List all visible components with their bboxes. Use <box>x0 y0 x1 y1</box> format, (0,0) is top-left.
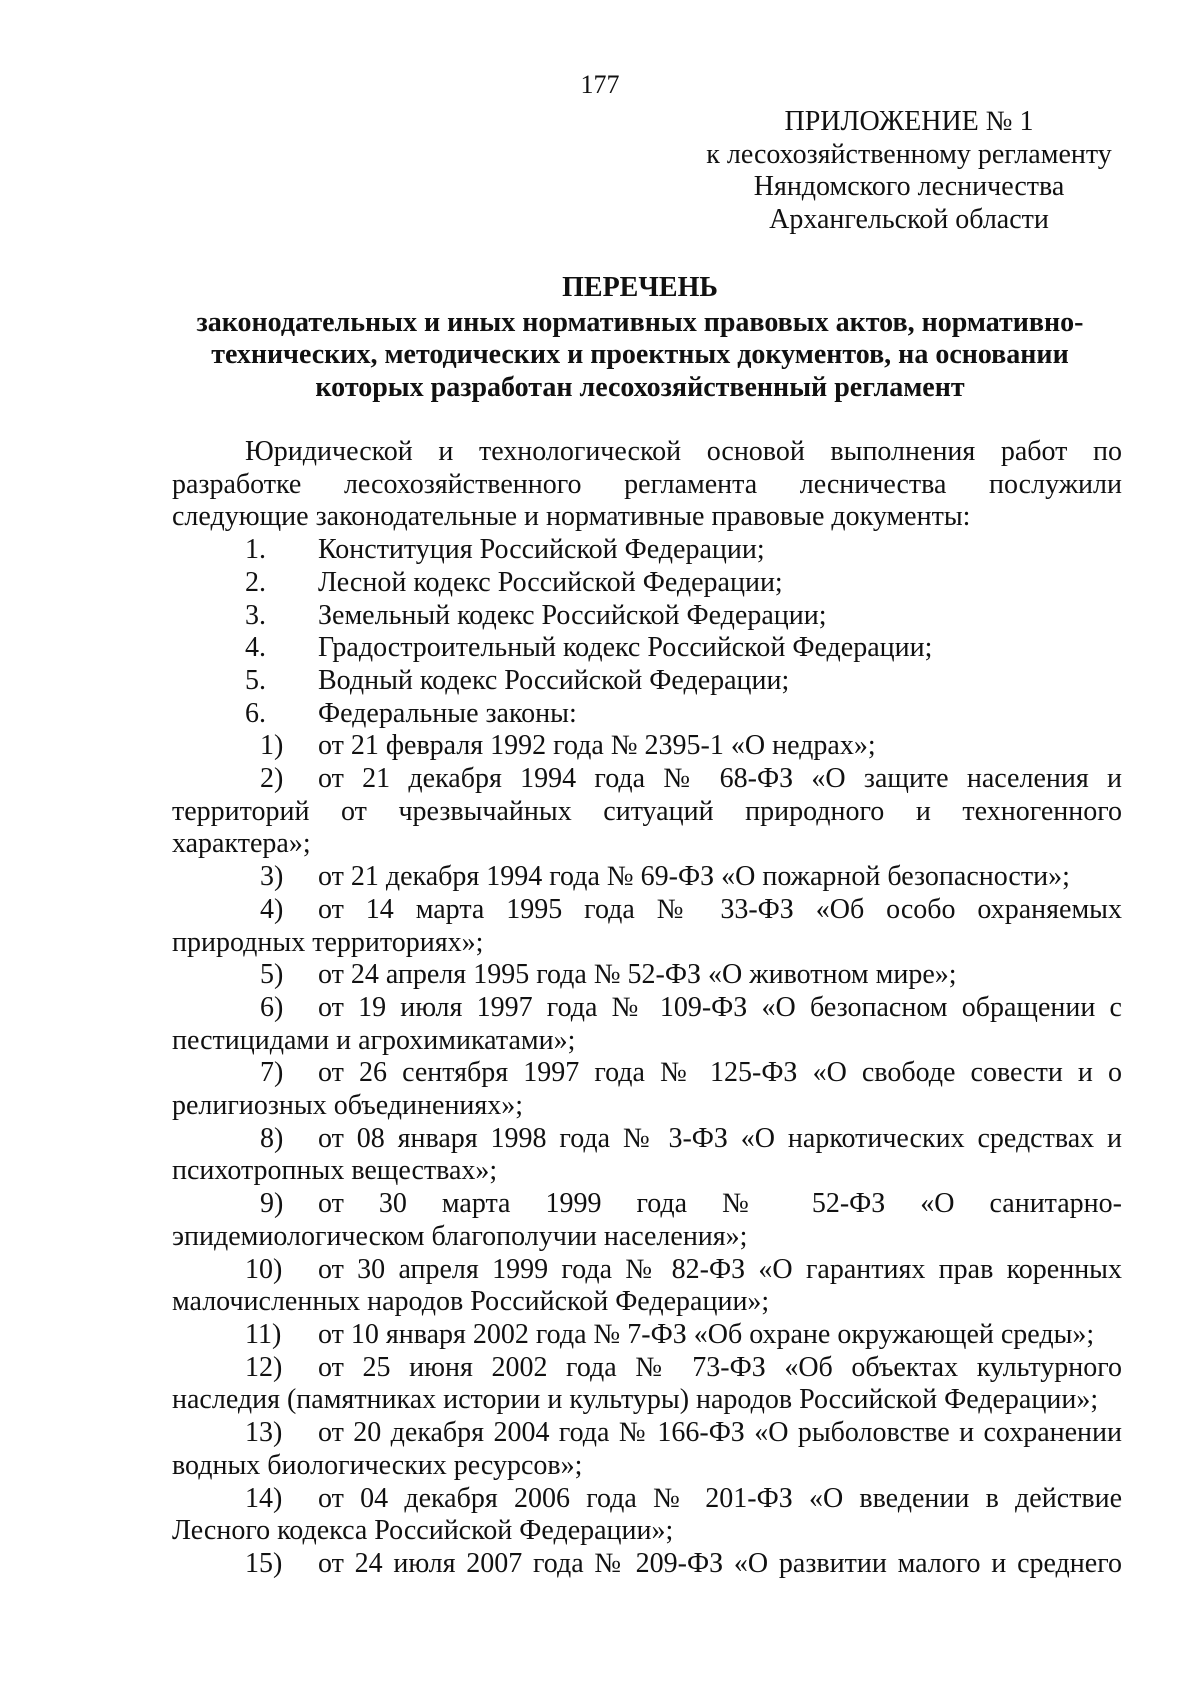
federal-law-line <box>172 894 1122 927</box>
document-subtitle-line: законодательных и иных нормативных правовых актов, нормативно- <box>196 306 1084 338</box>
appendix-block <box>683 106 1135 237</box>
document-subtitle-line: технических, методических и проектных документов, на основании <box>211 339 1069 371</box>
law-text: от 26 сентября 1997 года № 125-ФЗ «О свободе совести и о <box>318 1057 1122 1089</box>
law-number: 2) <box>260 763 284 795</box>
appendix-line: Няндомского лесничества <box>753 171 1065 203</box>
list-item-number: 4. <box>245 632 266 664</box>
law-text: от 25 июня 2002 года № 73-ФЗ «Об объектах культурного <box>318 1351 1122 1383</box>
federal-law-line <box>172 730 1122 763</box>
federal-law-item <box>172 1417 1122 1482</box>
numbered-list-item <box>172 698 1122 731</box>
law-number: 12) <box>245 1351 283 1383</box>
federal-law-item <box>172 861 1122 894</box>
federal-law-line <box>172 992 1122 1025</box>
federal-law-line <box>172 1123 1122 1156</box>
appendix-line: Архангельской области <box>769 204 1049 236</box>
federal-law-line <box>172 1057 1122 1090</box>
federal-law-line <box>172 1254 1122 1287</box>
federal-law-item <box>172 1254 1122 1319</box>
federal-law-item <box>172 959 1122 992</box>
law-text: водных биологических ресурсов»; <box>172 1449 583 1481</box>
law-number: 10) <box>245 1253 283 1285</box>
document-title: ПЕРЕЧЕНЬ <box>562 272 718 303</box>
list-item-text: Водный кодекс Российской Федерации; <box>318 664 790 696</box>
numbered-list <box>172 534 1122 730</box>
law-text: от 24 апреля 1995 года № 52-ФЗ «О животном мире»; <box>318 959 957 991</box>
law-text: эпидемиологическом благополучии населения»; <box>172 1220 748 1252</box>
page-number: 177 <box>580 70 620 99</box>
law-text: от 10 января 2002 года № 7-ФЗ «Об охране окружающей среды»; <box>318 1318 1095 1350</box>
federal-law-item <box>172 992 1122 1057</box>
law-number: 9) <box>260 1188 284 1220</box>
law-number: 11) <box>245 1318 282 1350</box>
federal-law-item <box>172 1352 1122 1417</box>
federal-law-item <box>172 1057 1122 1122</box>
law-number: 4) <box>260 893 284 925</box>
federal-law-item <box>172 1188 1122 1253</box>
federal-law-line <box>172 1025 1122 1058</box>
law-text: от 21 декабря 1994 года № 69-ФЗ «О пожарной безопасности»; <box>318 861 1070 893</box>
document-body <box>172 436 1122 1581</box>
list-item-number: 3. <box>245 599 266 631</box>
law-text: религиозных объединениях»; <box>172 1090 524 1122</box>
list-item-text: Федеральные законы: <box>318 697 577 729</box>
intro-line: следующие законодательные и нормативные правовые документы: <box>172 501 971 533</box>
federal-law-line <box>172 796 1122 829</box>
federal-law-line <box>172 1515 1122 1548</box>
law-text: от 30 марта 1999 года № 52-ФЗ «О санитарно- <box>318 1188 1122 1220</box>
law-text: от 20 декабря 2004 года № 166-ФЗ «О рыболовстве и сохранении <box>318 1417 1122 1449</box>
federal-law-line <box>172 1221 1122 1254</box>
numbered-list-item <box>172 632 1122 665</box>
law-text: от 21 декабря 1994 года № 68-ФЗ «О защите населения и <box>318 763 1122 795</box>
law-text: от 08 января 1998 года № 3-ФЗ «О наркотических средствах и <box>318 1122 1122 1154</box>
federal-law-line <box>172 763 1122 796</box>
federal-law-line <box>172 1483 1122 1516</box>
law-number: 3) <box>260 861 284 893</box>
federal-law-item <box>172 1319 1122 1352</box>
federal-law-item <box>172 763 1122 861</box>
law-text: природных территориях»; <box>172 926 484 958</box>
federal-law-line <box>172 1450 1122 1483</box>
intro-line: Юридической и технологической основой выполнения работ по <box>245 436 1122 467</box>
numbered-list-item <box>172 567 1122 600</box>
law-number: 7) <box>260 1057 284 1089</box>
federal-law-line <box>172 959 1122 992</box>
numbered-list-item <box>172 665 1122 698</box>
law-text: от 30 апреля 1999 года № 82-ФЗ «О гарантиях прав коренных <box>318 1253 1122 1285</box>
appendix-line: к лесохозяйственному регламенту <box>706 138 1112 170</box>
list-item-text: Лесной кодекс Российской Федерации; <box>318 566 783 598</box>
numbered-list-item <box>172 600 1122 633</box>
law-number: 13) <box>245 1417 283 1449</box>
law-text: Лесного кодекса Российской Федерации»; <box>172 1515 674 1547</box>
law-text: от 04 декабря 2006 года № 201-ФЗ «О введении в действие <box>318 1482 1122 1514</box>
list-item-number: 2. <box>245 566 266 598</box>
intro-line: разработке лесохозяйственного регламента лесничества послужили <box>172 468 1122 500</box>
federal-law-line <box>172 1090 1122 1123</box>
law-text: малочисленных народов Российской Федерации»; <box>172 1286 770 1318</box>
law-text: пестицидами и агрохимикатами»; <box>172 1024 576 1056</box>
numbered-list-item <box>172 534 1122 567</box>
federal-law-item <box>172 1123 1122 1188</box>
federal-laws-list <box>172 730 1122 1580</box>
law-text: от 21 февраля 1992 года № 2395-1 «О недрах»; <box>318 730 876 762</box>
intro-paragraph <box>172 436 1122 534</box>
list-item-number: 6. <box>245 697 266 729</box>
federal-law-line <box>172 828 1122 861</box>
law-number: 6) <box>260 991 284 1023</box>
law-number: 5) <box>260 959 284 991</box>
list-item-text: Конституция Российской Федерации; <box>318 534 765 566</box>
federal-law-line <box>172 1286 1122 1319</box>
list-item-number: 5. <box>245 664 266 696</box>
federal-law-item <box>172 730 1122 763</box>
federal-law-line <box>172 1319 1122 1352</box>
federal-law-item <box>172 1483 1122 1548</box>
federal-law-line <box>172 1188 1122 1221</box>
law-text: территорий от чрезвычайных ситуаций природного и техногенного <box>172 795 1122 827</box>
federal-law-line <box>172 1352 1122 1385</box>
law-number: 14) <box>245 1482 283 1514</box>
federal-law-line <box>172 1384 1122 1417</box>
federal-law-line <box>172 1155 1122 1188</box>
law-text: от 24 июля 2007 года № 209-ФЗ «О развитии малого и среднего <box>318 1547 1122 1579</box>
law-number: 1) <box>260 730 284 762</box>
law-text: психотропных веществах»; <box>172 1155 498 1187</box>
law-text: от 14 марта 1995 года № 33-ФЗ «Об особо охраняемых <box>318 893 1122 925</box>
document-heading <box>160 272 1120 405</box>
appendix-title: ПРИЛОЖЕНИЕ № 1 <box>784 106 1034 137</box>
federal-law-line <box>172 1548 1122 1581</box>
document-subtitle-line: которых разработан лесохозяйственный регламент <box>315 372 965 404</box>
federal-law-line <box>172 1417 1122 1450</box>
law-text: от 19 июля 1997 года № 109-ФЗ «О безопасном обращении с <box>318 991 1122 1023</box>
law-number: 8) <box>260 1122 284 1154</box>
federal-law-line <box>172 927 1122 960</box>
list-item-text: Земельный кодекс Российской Федерации; <box>318 599 827 631</box>
federal-law-item <box>172 1548 1122 1581</box>
law-text: наследия (памятниках истории и культуры) народов Российской Федерации»; <box>172 1384 1099 1416</box>
federal-law-line <box>172 861 1122 894</box>
list-item-text: Градостроительный кодекс Российской Федерации; <box>318 632 933 664</box>
list-item-number: 1. <box>245 534 266 566</box>
federal-law-item <box>172 894 1122 959</box>
law-text: характера»; <box>172 828 311 860</box>
law-number: 15) <box>245 1547 283 1579</box>
